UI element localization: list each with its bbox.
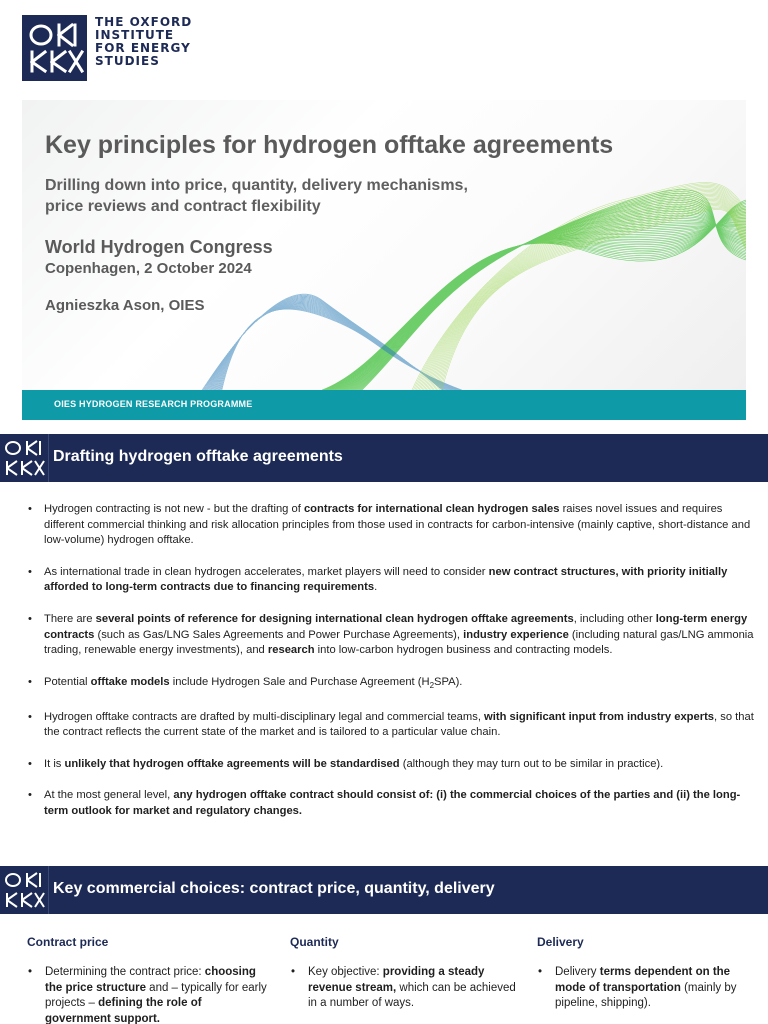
section-divider [48, 866, 49, 914]
bullet-item: • As international trade in clean hydrogen accelerates, market players will need to consider new contract structures, with priority initially afforded to long-term contracts due to financing requirements. [28, 565, 758, 596]
wave-line [355, 202, 746, 390]
org-name-line: INSTITUTE [95, 28, 175, 42]
section-header [0, 434, 768, 482]
subtitle-line: Drilling down into price, quantity, delivery mechanisms, [45, 177, 468, 194]
slide-subtitle [45, 175, 565, 217]
wave-line [361, 191, 746, 390]
subtitle-line: price reviews and contract flexibility [45, 198, 321, 215]
column-heading-price: Contract price [27, 935, 109, 949]
quantity-list [291, 965, 516, 1012]
event-name: World Hydrogen Congress [45, 237, 273, 257]
oies-logo [22, 15, 87, 81]
wave-line [326, 206, 746, 390]
wave-line [327, 208, 746, 390]
org-name [95, 16, 192, 68]
wave-line [359, 195, 746, 390]
bullet-item: • Hydrogen offtake contracts are drafted by multi-disciplinary legal and commercial teams, with significant input from industry experts, so that the contract reflects the current state of the market and is tailored to a particular value chain. [28, 710, 758, 741]
bullet-item: • It is unlikely that hydrogen offtake agreements will be standardised (although they may turn out to be similar in practice). [28, 757, 758, 773]
slide-title: Key principles for hydrogen offtake agreements [45, 131, 614, 159]
section-divider [48, 434, 49, 482]
bullet-item: • Hydrogen contracting is not new - but the drafting of contracts for international clean hydrogen sales raises novel issues and requires different commercial thinking and risk allocation principles from those used in contracts for carbon-intensive (mainly captive, short-distance and low-volume) hydrogen offtake. [28, 502, 758, 549]
bullet-item: • Delivery terms dependent on the mode of transportation (mainly by pipeline, shipping). [538, 965, 763, 1012]
section-title: Drafting hydrogen offtake agreements [53, 448, 343, 465]
section-title: Key commercial choices: contract price, quantity, delivery [53, 880, 495, 897]
oies-mark-icon [0, 434, 48, 482]
column-heading-quantity: Quantity [290, 935, 339, 949]
author: Agnieszka Ason, OIES [45, 297, 205, 314]
wave-line [358, 197, 746, 390]
oies-logo-icon [22, 15, 87, 81]
section-header [0, 866, 768, 914]
wave-line [357, 199, 746, 390]
column-heading-delivery: Delivery [537, 935, 584, 949]
wave-line [356, 201, 746, 390]
delivery-list [538, 965, 763, 1012]
title-slide [22, 100, 746, 420]
org-name-line: STUDIES [95, 54, 160, 68]
programme-label: OIES HYDROGEN RESEARCH PROGRAMME [54, 399, 253, 409]
org-name-line: THE OXFORD [95, 15, 193, 29]
bullet-item: • Key objective: providing a steady revenue stream, which can be achieved in a number of ways. [291, 965, 516, 1012]
bullet-item: • There are several points of reference for designing international clean hydrogen offtake agreements, including other long-term energy contracts (such as Gas/LNG Sales Agreements and Power Purchase Agreements), industry experience (including natural gas/LNG ammonia trading, renewable energy investments), and research into low-carbon hydrogen business and contracting models. [28, 612, 758, 659]
bullet-item: • At the most general level, any hydrogen offtake contract should consist of: (i) the commercial choices of the parties and (ii) the long-term outlook for market and regulatory changes. [28, 788, 758, 819]
section-logo [0, 866, 48, 914]
oies-mark-icon [0, 866, 48, 914]
programme-band [22, 390, 746, 420]
org-name-line: FOR ENERGY [95, 41, 191, 55]
price-list [28, 965, 268, 1024]
wave-line [360, 193, 746, 390]
bullet-item: • Determining the contract price: choosing the price structure and – typically for early projects – defining the role of government support. [28, 965, 268, 1024]
drafting-bullets [28, 502, 758, 820]
wave-line [340, 226, 746, 390]
wave-line [338, 224, 746, 390]
bullet-item: • Potential offtake models include Hydrogen Sale and Purchase Agreement $(H_2SPA)$. [28, 675, 758, 694]
wave-line [362, 190, 746, 390]
section-logo [0, 434, 48, 482]
event-date: Copenhagen, 2 October 2024 [45, 260, 252, 277]
